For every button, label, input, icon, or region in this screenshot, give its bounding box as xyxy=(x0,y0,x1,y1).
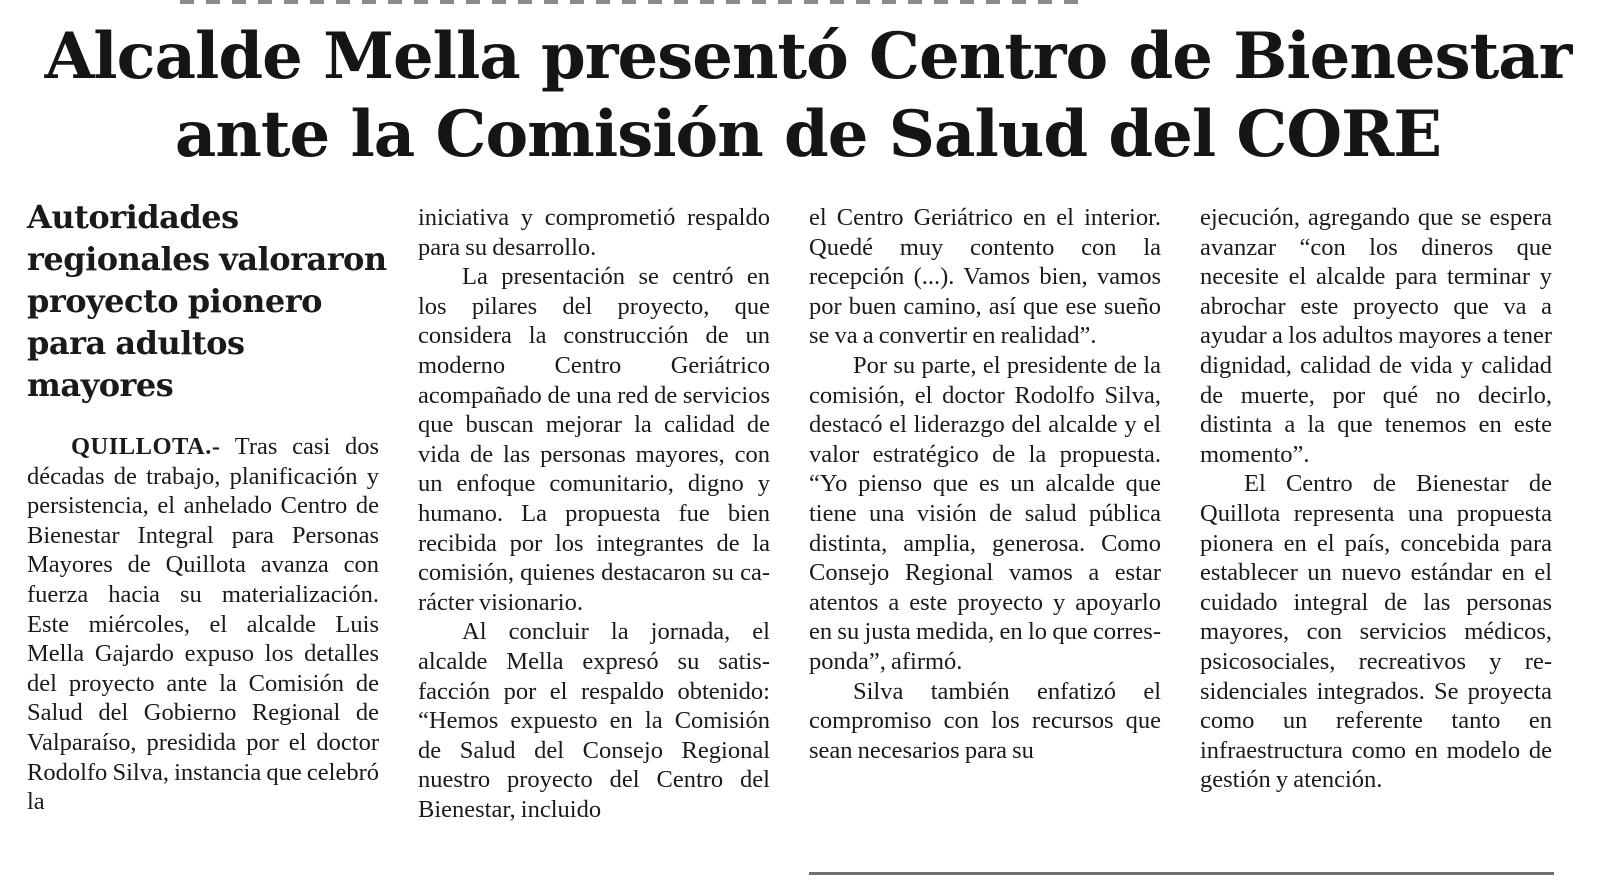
dateline: QUILLOTA.- xyxy=(71,433,221,460)
subheadline: Autoridades regionales valoraron proyecto pionero para adultos mayores xyxy=(27,198,387,404)
column-3 xyxy=(809,203,1161,765)
paragraph-lead xyxy=(27,432,379,817)
column-2 xyxy=(418,203,770,824)
paragraph: ejecución, agregando que se espera avanzar “con los dineros que necesite el alcalde para terminar y abrochar este proyecto que va a ayudar a los adultos mayores a tener dignidad, calidad de vida y calidad de muerte, por qué no decirlo, distinta a la que tenemos en este momento”. xyxy=(1200,204,1552,468)
headline-line-2: ante la Comisión de Salud del CORE xyxy=(174,97,1442,172)
headline xyxy=(0,18,1616,174)
cropped-text-strip xyxy=(180,0,1080,4)
lead-text: Tras casi dos décadas de trabajo, planificación y persistencia, el anhelado Centro de Bienestar Integral para Personas Mayores de Quillota avanza con fuerza hacia su materialización. Este miércoles, el alcalde Luis Mella Gajardo expuso los detalles del proyecto ante la Comisión de Salud del Gobierno Regional de Valparaíso, presidida por el doctor Rodolfo Silva, instancia que celebró la xyxy=(27,433,379,816)
paragraph: Silva también enfatizó el compromiso con los recursos que sean necesarios para su xyxy=(809,677,1161,764)
paragraph: Al concluir la jornada, el alcalde Mella expresó su satisfacción por el respaldo obtenido: “Hemos expuesto en la Comisión de Salud del Consejo Regional nuestro proyecto del Centro del Bienestar, incluido xyxy=(418,618,770,823)
paragraph: iniciativa y comprometió respaldo para su desarrollo. xyxy=(418,204,770,261)
paragraph: El Centro de Bienestar de Quillota representa una propuesta pionera en el país, concebida para establecer un nuevo estándar en el cuidado integral de las personas mayores, con servicios médicos, psicosociales, recreativos y residenciales integrados. Se proyecta como un referente tanto en infraestructura como en modelo de gestión y atención. xyxy=(1200,470,1552,794)
column-1 xyxy=(27,196,387,817)
headline-line-1: Alcalde Mella presentó Centro de Bienestar xyxy=(44,19,1572,94)
paragraph: el Centro Geriátrico en el interior. Quedé muy contento con la recepción (...). Vamos bien, vamos por buen camino, así que ese sueño se va a convertir en realidad”. xyxy=(809,204,1161,350)
paragraph: Por su parte, el presidente de la comisión, el doctor Rodolfo Silva, destacó el liderazgo del alcalde y el valor estratégico de la propuesta. “Yo pienso que es un alcalde que tiene una visión de salud pública distinta, amplia, generosa. Como Consejo Regional vamos a estar atentos a este proyecto y apoyarlo en su justa medida, en lo que corresponda”, afirmó. xyxy=(809,351,1161,675)
bottom-rule xyxy=(809,872,1554,875)
paragraph: La presentación se centró en los pilares del proyecto, que considera la construcción de un moderno Centro Geriátrico acompañado de una red de servicios que buscan mejorar la calidad de vida de las personas mayores, con un enfoque comunitario, digno y humano. La propuesta fue bien recibida por los integrantes de la comisión, quienes destacaron su carácter visionario. xyxy=(418,263,770,616)
column-4 xyxy=(1200,203,1552,795)
